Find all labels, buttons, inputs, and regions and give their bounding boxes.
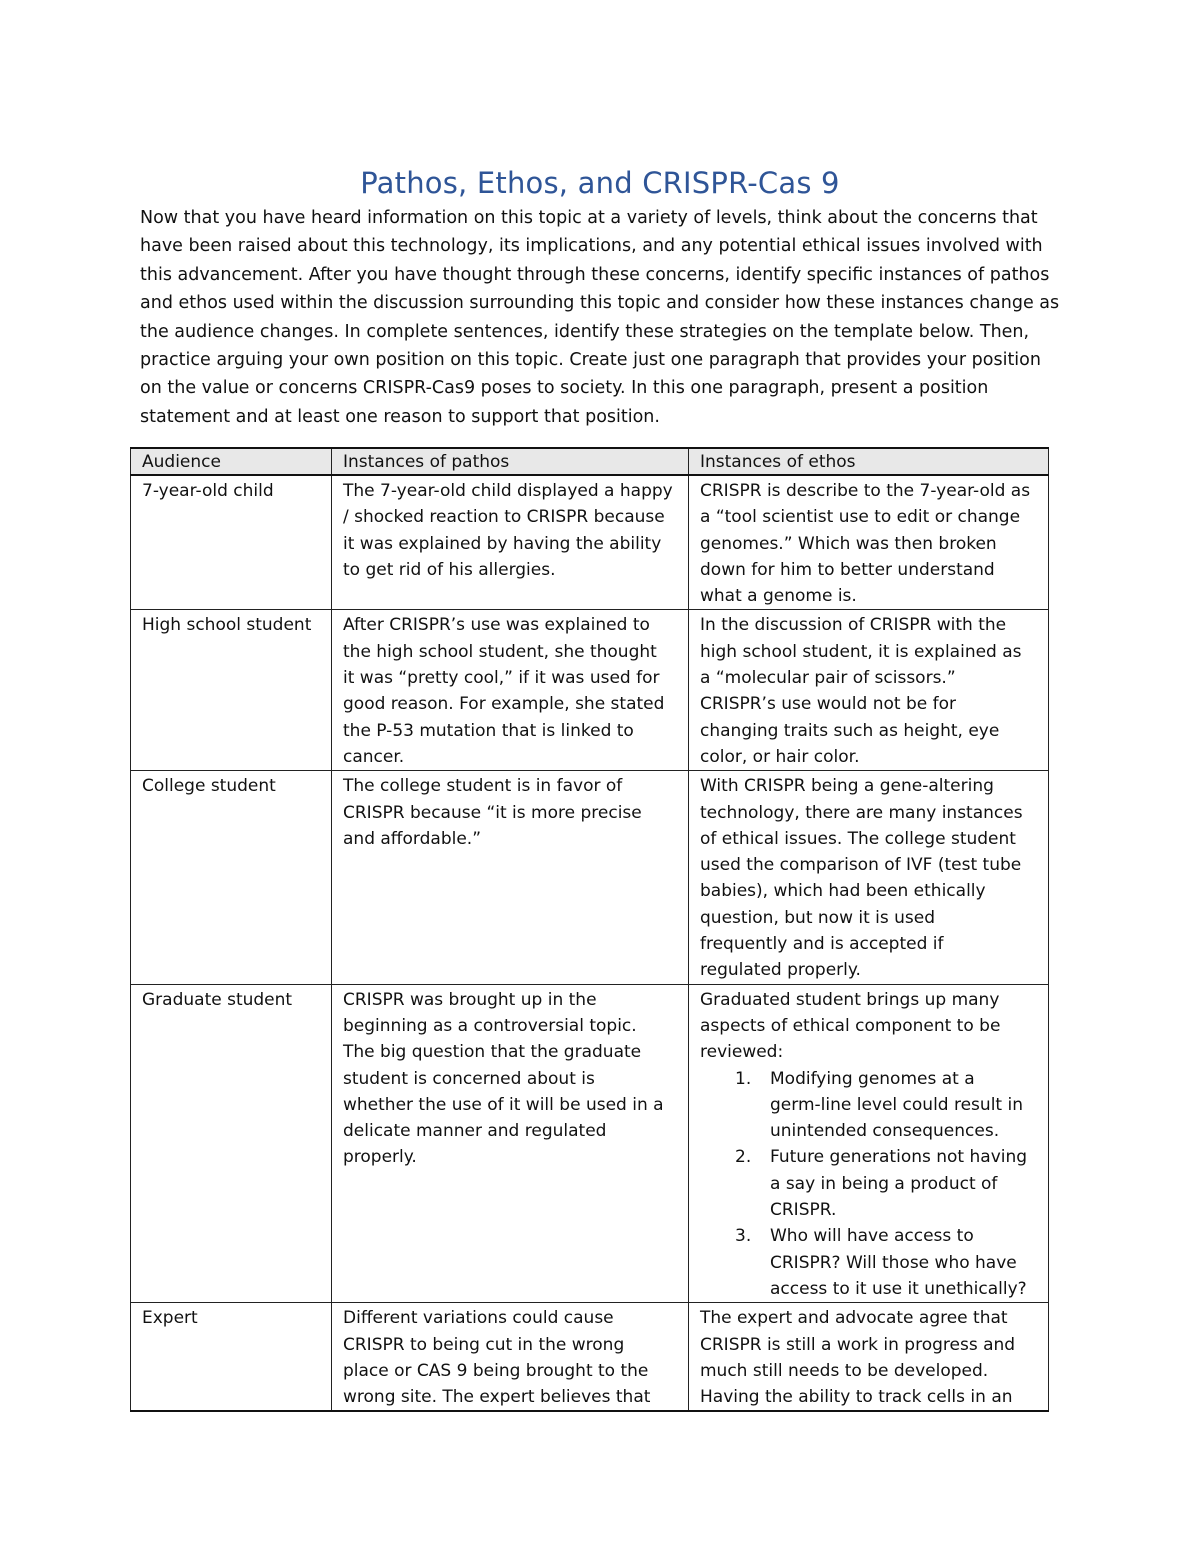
pathos-line: place or CAS 9 being brought to the bbox=[343, 1360, 649, 1381]
ethos-line: reviewed: bbox=[700, 1042, 784, 1063]
pathos-line: The 7-year-old child displayed a happy bbox=[343, 481, 673, 501]
ethos-line: aspects of ethical component to be bbox=[700, 1015, 1001, 1036]
pathos-cell bbox=[332, 610, 689, 771]
ethos-line: Having the ability to track cells in an bbox=[700, 1387, 1013, 1408]
intro-line: Now that you have heard information on this topic at a variety of levels, think about the concerns that bbox=[140, 208, 1038, 228]
ethos-line: In the discussion of CRISPR with the bbox=[700, 615, 1007, 636]
ethical-concerns-list bbox=[700, 1066, 1038, 1303]
intro-line: and ethos used within the discussion surrounding this topic and consider how these instances change as bbox=[140, 293, 1060, 314]
ethos-line: of ethical issues. The college student bbox=[700, 828, 1016, 849]
pathos-line: / shocked reaction to CRISPR because bbox=[343, 507, 665, 528]
pathos-line: After CRISPR’s use was explained to bbox=[343, 615, 650, 636]
list-item bbox=[700, 1223, 1038, 1302]
pathos-cell bbox=[332, 475, 689, 610]
audience-label: College student bbox=[142, 776, 276, 797]
pathos-cell bbox=[332, 1303, 689, 1412]
pathos-line: it was “pretty cool,” if it was used for bbox=[343, 668, 660, 689]
pathos-line: to get rid of his allergies. bbox=[343, 559, 556, 580]
ethos-line: The expert and advocate agree that bbox=[700, 1308, 1008, 1329]
pathos-line: beginning as a controversial topic. bbox=[343, 1015, 637, 1036]
list-line: access to it use it unethically? bbox=[770, 1278, 1027, 1299]
page-title: Pathos, Ethos, and CRISPR-Cas 9 bbox=[360, 166, 840, 200]
pathos-line: CRISPR was brought up in the bbox=[343, 989, 597, 1010]
intro-line: this advancement. After you have thought through these concerns, identify specific instances of pathos bbox=[140, 264, 1050, 285]
list-line: unintended consequences. bbox=[770, 1121, 1000, 1142]
ethos-cell bbox=[689, 984, 1049, 1303]
ethos-line: question, but now it is used bbox=[700, 907, 936, 928]
header-ethos: Instances of ethos bbox=[689, 448, 1049, 475]
ethos-line: color, or hair color. bbox=[700, 746, 860, 767]
pathos-cell bbox=[332, 984, 689, 1303]
list-line: Modifying genomes at a bbox=[770, 1068, 975, 1089]
pathos-line: Different variations could cause bbox=[343, 1308, 614, 1329]
ethos-line: technology, there are many instances bbox=[700, 802, 1023, 823]
ethos-line: a “tool scientist use to edit or change bbox=[700, 507, 1021, 528]
audience-cell bbox=[131, 984, 332, 1303]
ethos-line: With CRISPR being a gene-altering bbox=[700, 776, 994, 797]
pathos-line: and affordable.” bbox=[343, 828, 482, 849]
ethos-line: CRISPR is still a work in progress and bbox=[700, 1334, 1016, 1355]
intro-line: the audience changes. In complete sentences, identify these strategies on the template below. Then, bbox=[140, 321, 1030, 342]
pathos-line: the high school student, she thought bbox=[343, 641, 657, 662]
header-audience: Audience bbox=[131, 448, 332, 475]
ethos-line: down for him to better understand bbox=[700, 559, 995, 580]
pathos-line: The college student is in favor of bbox=[343, 776, 623, 797]
instructions-paragraph bbox=[140, 204, 1070, 431]
list-line: germ-line level could result in bbox=[770, 1094, 1023, 1115]
header-pathos: Instances of pathos bbox=[332, 448, 689, 475]
intro-line: practice arguing your own position on this topic. Create just one paragraph that provides your position bbox=[140, 350, 1041, 371]
intro-line: have been raised about this technology, its implications, and any potential ethical issues involved with bbox=[140, 236, 1043, 257]
pathos-line: properly. bbox=[343, 1147, 417, 1168]
pathos-line: good reason. For example, she stated bbox=[343, 694, 665, 715]
pathos-line: The big question that the graduate bbox=[343, 1042, 642, 1063]
table-row bbox=[131, 1303, 1049, 1412]
audience-cell bbox=[131, 610, 332, 771]
pathos-line: delicate manner and regulated bbox=[343, 1121, 607, 1142]
ethos-line: what a genome is. bbox=[700, 586, 857, 607]
ethos-line: genomes.” Which was then broken bbox=[700, 533, 997, 554]
list-line: CRISPR? Will those who have bbox=[770, 1252, 1017, 1273]
ethos-line: babies), which had been ethically bbox=[700, 881, 986, 902]
audience-cell bbox=[131, 771, 332, 984]
ethos-cell bbox=[689, 475, 1049, 610]
ethos-line: changing traits such as height, eye bbox=[700, 720, 1000, 741]
ethos-cell bbox=[689, 771, 1049, 984]
table-row bbox=[131, 984, 1049, 1303]
audience-label: 7-year-old child bbox=[142, 481, 274, 501]
audience-label: Graduate student bbox=[142, 989, 293, 1010]
pathos-line: cancer. bbox=[343, 746, 405, 767]
audience-cell bbox=[131, 1303, 332, 1412]
ethos-line: CRISPR is describe to the 7-year-old as bbox=[700, 481, 1031, 501]
intro-line: on the value or concerns CRISPR-Cas9 poses to society. In this one paragraph, present a position bbox=[140, 378, 989, 399]
ethos-line: CRISPR’s use would not be for bbox=[700, 694, 956, 715]
pathos-line: the P-53 mutation that is linked to bbox=[343, 720, 634, 741]
ethos-line: frequently and is accepted if bbox=[700, 934, 944, 955]
pathos-line: wrong site. The expert believes that bbox=[343, 1387, 651, 1408]
audience-label: Expert bbox=[142, 1308, 198, 1329]
table-row bbox=[131, 610, 1049, 771]
list-line: Who will have access to bbox=[770, 1226, 974, 1247]
intro-line: statement and at least one reason to support that position. bbox=[140, 406, 660, 427]
list-line: Future generations not having bbox=[770, 1147, 1028, 1168]
ethos-line: much still needs to be developed. bbox=[700, 1360, 989, 1381]
list-number: 2. bbox=[735, 1147, 752, 1168]
ethos-line: a “molecular pair of scissors.” bbox=[700, 668, 956, 689]
list-item bbox=[700, 1066, 1038, 1145]
pathos-line: whether the use of it will be used in a bbox=[343, 1094, 664, 1115]
table-header-row bbox=[131, 448, 1049, 475]
ethos-cell bbox=[689, 610, 1049, 771]
pathos-line: CRISPR because “it is more precise bbox=[343, 802, 642, 823]
pathos-line: it was explained by having the ability bbox=[343, 533, 662, 554]
pathos-line: student is concerned about is bbox=[343, 1068, 595, 1089]
ethos-line: high school student, it is explained as bbox=[700, 641, 1022, 662]
audience-strategies-table bbox=[130, 447, 1049, 1412]
list-number: 1. bbox=[735, 1068, 752, 1089]
ethos-line: Graduated student brings up many bbox=[700, 989, 1000, 1010]
table-row bbox=[131, 475, 1049, 610]
audience-cell bbox=[131, 475, 332, 610]
pathos-cell bbox=[332, 771, 689, 984]
ethos-line: regulated properly. bbox=[700, 960, 861, 981]
pathos-line: CRISPR to being cut in the wrong bbox=[343, 1334, 625, 1355]
audience-label: High school student bbox=[142, 615, 312, 636]
ethos-line: used the comparison of IVF (test tube bbox=[700, 855, 1022, 876]
list-line: CRISPR. bbox=[770, 1200, 837, 1221]
list-item bbox=[700, 1144, 1038, 1223]
ethos-cell bbox=[689, 1303, 1049, 1412]
table-row bbox=[131, 771, 1049, 984]
list-line: a say in being a product of bbox=[770, 1173, 998, 1194]
list-number: 3. bbox=[735, 1226, 752, 1247]
